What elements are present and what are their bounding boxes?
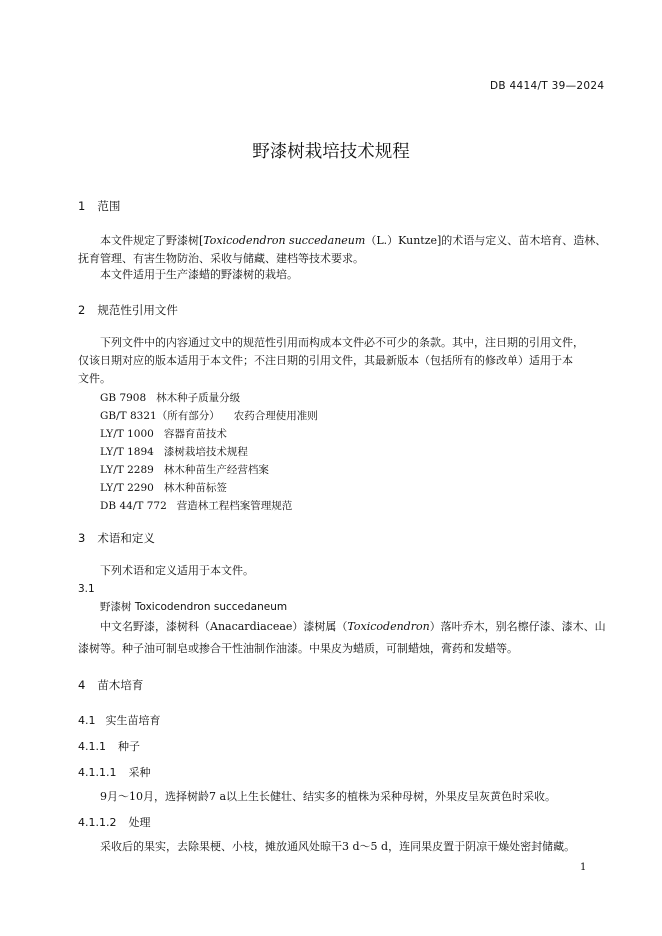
latin-name: Toxicodendron succedaneum xyxy=(203,234,366,247)
section-number: 4.1.1.1 xyxy=(78,766,117,779)
paragraph: 下列术语和定义适用于本文件。 xyxy=(100,564,254,577)
ref-code: DB 44/T 772 xyxy=(100,500,167,512)
ref-name: 林木种苗生产经营档案 xyxy=(163,464,269,476)
section-number: 4 xyxy=(78,678,86,692)
reference-item xyxy=(100,444,248,459)
paragraph xyxy=(78,618,606,636)
latin-name: Toxicodendron xyxy=(347,620,430,633)
text: 本文件规定了野漆树[ xyxy=(100,234,204,247)
ref-name: 林木种苗标签 xyxy=(163,482,227,494)
section-title: 范围 xyxy=(97,199,121,213)
section-3-heading xyxy=(78,530,155,546)
section-title: 苗木培育 xyxy=(97,678,144,692)
section-number: 3 xyxy=(78,531,86,545)
reference-item xyxy=(100,462,269,477)
section-2-heading xyxy=(78,302,178,318)
document-title: 野漆树栽培技术规程 xyxy=(252,142,410,162)
section-number: 4.1 xyxy=(78,714,96,727)
section-title: 采种 xyxy=(128,766,151,779)
ref-name: 漆树栽培技术规程 xyxy=(163,446,248,458)
paragraph: 本文件适用于生产漆蜡的野漆树的栽培。 xyxy=(100,268,298,281)
subsection-heading xyxy=(78,814,150,830)
paragraph-line: 仅该日期对应的版本适用于本文件；不注日期的引用文件，其最新版本（包括所有的修改单）适用于本 xyxy=(78,354,573,367)
subsection-heading xyxy=(78,764,150,780)
section-number: 1 xyxy=(78,199,86,213)
section-title: 实生苗培育 xyxy=(105,714,161,727)
ref-name: 农药合理使用准则 xyxy=(233,410,318,422)
subsection-heading xyxy=(78,712,161,728)
ref-name: 营造林工程档案管理规范 xyxy=(176,500,293,512)
reference-item xyxy=(100,426,227,441)
paragraph-line: 文件。 xyxy=(78,372,111,385)
ref-code: GB 7908 xyxy=(100,392,147,404)
reference-item xyxy=(100,498,292,513)
section-title: 规范性引用文件 xyxy=(97,303,178,317)
reference-item xyxy=(100,408,318,423)
section-title: 术语和定义 xyxy=(97,531,155,545)
term-number: 3.1 xyxy=(78,583,95,595)
section-number: 4.1.1 xyxy=(78,740,106,753)
ref-code: LY/T 2289 xyxy=(100,464,154,476)
paragraph: 9月～10月，选择树龄7 a以上生长健壮、结实多的植株为采种母树，外果皮呈灰黄色时采收。 xyxy=(100,790,557,803)
text: ）落叶乔木，别名檫仔漆、漆木、山 xyxy=(429,620,606,633)
paragraph: 采收后的果实，去除果梗、小枝，摊放通风处晾干3 d～5 d，连同果皮置于阴凉干燥处密封储藏。 xyxy=(100,840,576,853)
ref-name: 林木种子质量分级 xyxy=(156,392,241,404)
ref-code: GB/T 8321（所有部分） xyxy=(100,410,220,422)
section-4-heading xyxy=(78,677,143,693)
section-number: 4.1.1.2 xyxy=(78,816,117,829)
text: （L.）Kuntze]的术语与定义、苗木培育、造林、 xyxy=(365,234,607,247)
paragraph-line: 抚育管理、有害生物防治、采收与储藏、建档等技术要求。 xyxy=(78,252,364,265)
paragraph xyxy=(78,232,606,250)
ref-name: 容器育苗技术 xyxy=(163,428,227,440)
document-number: DB 4414/T 39—2024 xyxy=(490,80,605,92)
text: 中文名野漆，漆树科（Anacardiaceae）漆树属（ xyxy=(100,620,348,633)
page-number: 1 xyxy=(580,862,587,873)
term-name: 野漆树 Toxicodendron succedaneum xyxy=(100,601,288,613)
section-1-heading xyxy=(78,198,120,214)
reference-item xyxy=(100,390,240,405)
reference-item xyxy=(100,480,227,495)
section-title: 种子 xyxy=(118,740,140,753)
ref-code: LY/T 2290 xyxy=(100,482,154,494)
ref-code: LY/T 1894 xyxy=(100,446,154,458)
section-title: 处理 xyxy=(128,816,151,829)
subsection-heading xyxy=(78,738,140,754)
paragraph-line: 下列文件中的内容通过文中的规范性引用而构成本文件必不可少的条款。其中，注日期的引用文件， xyxy=(100,336,584,349)
section-number: 2 xyxy=(78,303,86,317)
paragraph-line: 漆树等。种子油可制皂或掺合干性油制作油漆。中果皮为蜡质，可制蜡烛，膏药和发蜡等。 xyxy=(78,642,518,655)
ref-code: LY/T 1000 xyxy=(100,428,154,440)
